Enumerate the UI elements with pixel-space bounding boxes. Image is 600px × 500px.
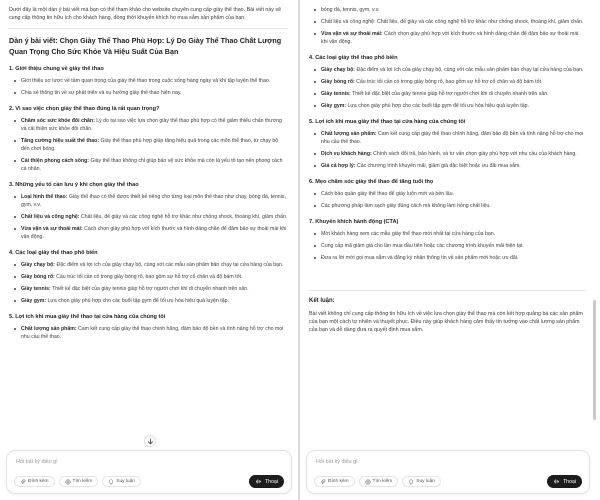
list-item: Giày tennis: Thiết kế đặc biệt của giày tennis giúp hỗ trợ người chơi khi di chuyển nhanh trên sân. — [9, 285, 288, 293]
right-message-area — [300, 0, 596, 452]
globe-icon — [365, 479, 371, 485]
list-item: Tăng cường hiệu suất thể thao: Giày thể thao phù hợp giúp tăng hiệu quả trong các môn thể thao, từ chạy bộ đến chơi bóng. — [9, 137, 288, 153]
voice-button[interactable]: Thoại — [249, 475, 284, 488]
list-item: Giá cả hợp lý: Các chương trình khuyến mãi, giảm giá đặc biệt hoặc ưu đãi mua sắm. — [309, 162, 586, 170]
composer-tools — [14, 476, 141, 487]
left-message-area — [0, 0, 298, 452]
list-item: Chăm sóc sức khỏe đôi chân: Lý do tại sao việc lựa chọn giày thể thao phù hợp có thể giảm thiểu chấn thương và cải thiện sức khỏe đôi chân. — [9, 117, 288, 133]
bullet-list — [9, 117, 288, 173]
bullet-list — [309, 190, 586, 210]
list-item: Vừa vặn và sự thoải mái: Cách chọn giày phù hợp với kích thước và hình dáng chân để đảm bảo sự thoải mái khi vận động. — [9, 225, 288, 241]
list-item: Cách bảo quản giày thể thao để giày luôn mới và bền lâu. — [309, 190, 586, 198]
voice-button[interactable]: Thoại — [547, 475, 582, 488]
section-heading: 7. Khuyến khích hành động (CTA) — [309, 219, 399, 225]
list-item: Đưa ra lời mời gọi mua sắm và đăng ký nhận thông tin về sản phẩm mới hoặc ưu đãi. — [309, 254, 586, 262]
list-item: Dịch vụ khách hàng: Chính sách đổi trả, bảo hành, và tư vấn chọn giày phù hợp với nhu cầu của khách hàng. — [309, 150, 586, 158]
list-item: Giày bóng rổ: Cấu trúc tối cần có trong giày bóng rổ, bao gồm sự hỗ trợ cổ chân và độ bám tốt. — [9, 273, 288, 281]
list-item: Cải thiện phong cách sống: Giày thể thao không chỉ giúp bảo vệ sức khỏe mà còn là yếu tố tạo nên phong cách cá nhân. — [9, 157, 288, 173]
divider — [9, 28, 288, 29]
globe-icon — [65, 479, 71, 485]
reason-button[interactable]: Suy luận — [402, 476, 441, 487]
lightbulb-icon — [108, 479, 114, 485]
list-item: Giày tennis: Thiết kế đặc biệt của giày tennis giúp hỗ trợ người chơi khi di chuyển nhanh trên sân. — [309, 90, 586, 98]
list-item: Mời khách hàng xem các mẫu giày thể thao mới nhất tại cửa hàng của bạn. — [309, 230, 586, 238]
composer-input[interactable]: Hỏi bất kỳ điều gì — [16, 459, 58, 465]
scroll-down-button[interactable] — [144, 435, 156, 447]
outline-title: Dàn ý bài viết: Chọn Giày Thể Thao Phù Hợp: Lý Do Giày Thể Thao Chất Lượng Quan Trọng Cho Sức Khỏe Và Hiệu Suất Của Bạn — [9, 36, 282, 56]
list-item: Giày bóng rổ: Cấu trúc tối cần có trong giày bóng rổ, bao gồm sự hỗ trợ cổ chân và độ bám tốt. — [309, 78, 586, 86]
list-item: Chất liệu và công nghệ: Chất liệu, đế giày và các công nghệ hỗ trợ khác như chống shock, thoáng khí, giảm chấn. — [309, 18, 586, 26]
composer-tools — [314, 476, 441, 487]
list-item: Giày chạy bộ: Đặc điểm và lợi ích của giày chạy bộ, cùng với các mẫu sản phẩm bán chạy tại cửa hàng của bạn. — [9, 261, 288, 269]
section-heading: 4. Các loại giày thể thao phổ biến — [309, 55, 398, 61]
section-heading: 1. Giới thiệu chung về giày thể thao — [9, 66, 104, 72]
message-composer[interactable] — [306, 450, 590, 494]
reason-button[interactable]: Suy luận — [102, 476, 141, 487]
list-item: Giày gym: Lựa chọn giày phù hợp cho các buổi tập gym để tối ưu hóa hiệu quả luyện tập. — [309, 102, 586, 110]
list-item: Chia sẻ thông tin về sự phát triển và xu hướng giày thể thao hiện nay. — [9, 89, 288, 97]
list-item: Giày gym: Lựa chọn giày phù hợp cho các buổi tập gym để tối ưu hóa hiệu quả luyện tập. — [9, 297, 288, 305]
bullet-list — [309, 230, 586, 262]
list-item: Loại hình thể thao: Giày thể thao có thể được thiết kế riêng cho từng loại môn thể thao như chạy, bóng đá, tennis, gym, v.v. — [9, 193, 288, 209]
list-item: Vừa vặn và sự thoải mái: Cách chọn giày phù hợp với kích thước và hình dáng chân để đảm bảo sự thoải mái khi vận động. — [309, 30, 586, 46]
list-item: Chất liệu và công nghệ: Chất liệu, đế giày và các công nghệ hỗ trợ khác như chống shock, thoáng khí, giảm chấn. — [9, 213, 288, 221]
bullet-list — [309, 6, 586, 46]
divider — [309, 290, 586, 291]
scrollbar-thumb[interactable] — [593, 300, 596, 420]
search-button[interactable]: Tìm kiếm — [359, 476, 399, 487]
conclusion-paragraph: Bài viết không chỉ cung cấp thông tin hữu ích về việc lựa chọn giày thể thao mà còn kết hợp quảng bá các sản phẩm của bạn một cách tự nhiên và thuyết phục. Điều này giúp khách hàng cảm thấy tin tưởng vào chất lượng sản phẩm của bạn và dễ dàng đưa ra quyết định mua sắm. — [309, 311, 583, 333]
list-item: Giới thiệu sơ lược về tầm quan trọng của giày thể thao trong cuộc sống hàng ngày và khi tập luyện thể thao. — [9, 77, 288, 85]
waveform-icon — [553, 478, 560, 485]
composer-input[interactable]: Hỏi bất kỳ điều gì — [316, 459, 358, 465]
search-button[interactable]: Tìm kiếm — [59, 476, 99, 487]
section-heading: 6. Mẹo chăm sóc giày thể thao để tăng tuổi thọ — [309, 179, 434, 185]
arrow-down-icon — [147, 438, 154, 445]
paperclip-icon — [20, 479, 26, 485]
list-item: Giày chạy bộ: Đặc điểm và lợi ích của giày chạy bộ, cùng với các mẫu sản phẩm bán chạy tại cửa hàng của bạn. — [309, 66, 586, 74]
list-item: Chất lượng sản phẩm: Cam kết cung cấp giày thể thao chính hãng, đảm bảo độ bền và tính năng hỗ trợ cho mọi nhu cầu thể thao. — [309, 130, 586, 146]
bullet-list — [309, 130, 586, 170]
attach-button[interactable]: Đính kèm — [314, 476, 355, 487]
lightbulb-icon — [408, 479, 414, 485]
section-heading: 3. Những yếu tố cần lưu ý khi chọn giày thể thao — [9, 182, 139, 188]
scrollbar[interactable] — [593, 0, 596, 452]
conclusion-heading: Kết luận: — [309, 298, 335, 304]
bullet-list — [9, 261, 288, 305]
bullet-list — [9, 77, 288, 97]
bullet-list — [9, 193, 288, 241]
section-heading: 5. Lợi ích khi mua giày thể thao tại cửa hàng của chúng tôi — [9, 314, 166, 320]
section-heading: 4. Các loại giày thể thao phổ biến — [9, 250, 98, 256]
right-chat-panel — [298, 0, 596, 500]
list-item: bóng đá, tennis, gym, v.v. — [309, 6, 586, 14]
left-chat-panel — [0, 0, 298, 500]
attach-button[interactable]: Đính kèm — [14, 476, 55, 487]
list-item: Cung cấp mã giảm giá cho lần mua đầu tiên hoặc các chương trình khuyến mãi hiện tại. — [309, 242, 586, 250]
section-heading: 2. Vì sao việc chọn giày thể thao đúng là rất quan trọng? — [9, 106, 160, 112]
section-heading: 5. Lợi ích khi mua giày thể thao tại cửa hàng của chúng tôi — [309, 119, 466, 125]
list-item: Các phương pháp làm sạch giày đúng cách mà không làm hỏng chất liệu. — [309, 202, 586, 210]
waveform-icon — [255, 478, 262, 485]
bullet-list — [9, 325, 288, 341]
bullet-list — [309, 66, 586, 110]
intro-paragraph: Dưới đây là một dàn ý bài viết mà bạn có thể tham khảo cho website chuyên cung cấp giày thể thao. Bài viết này sẽ cung cấp thông tin hữu ích cho khách hàng, đồng thời khuyến khích họ mua sắm sản phẩm của bạn. — [9, 7, 282, 21]
paperclip-icon — [320, 479, 326, 485]
message-composer[interactable] — [6, 450, 292, 494]
list-item: Chất lượng sản phẩm: Cam kết cung cấp giày thể thao chính hãng, đảm bảo độ bền và tính năng hỗ trợ cho mọi nhu cầu thể thao. — [9, 325, 288, 341]
